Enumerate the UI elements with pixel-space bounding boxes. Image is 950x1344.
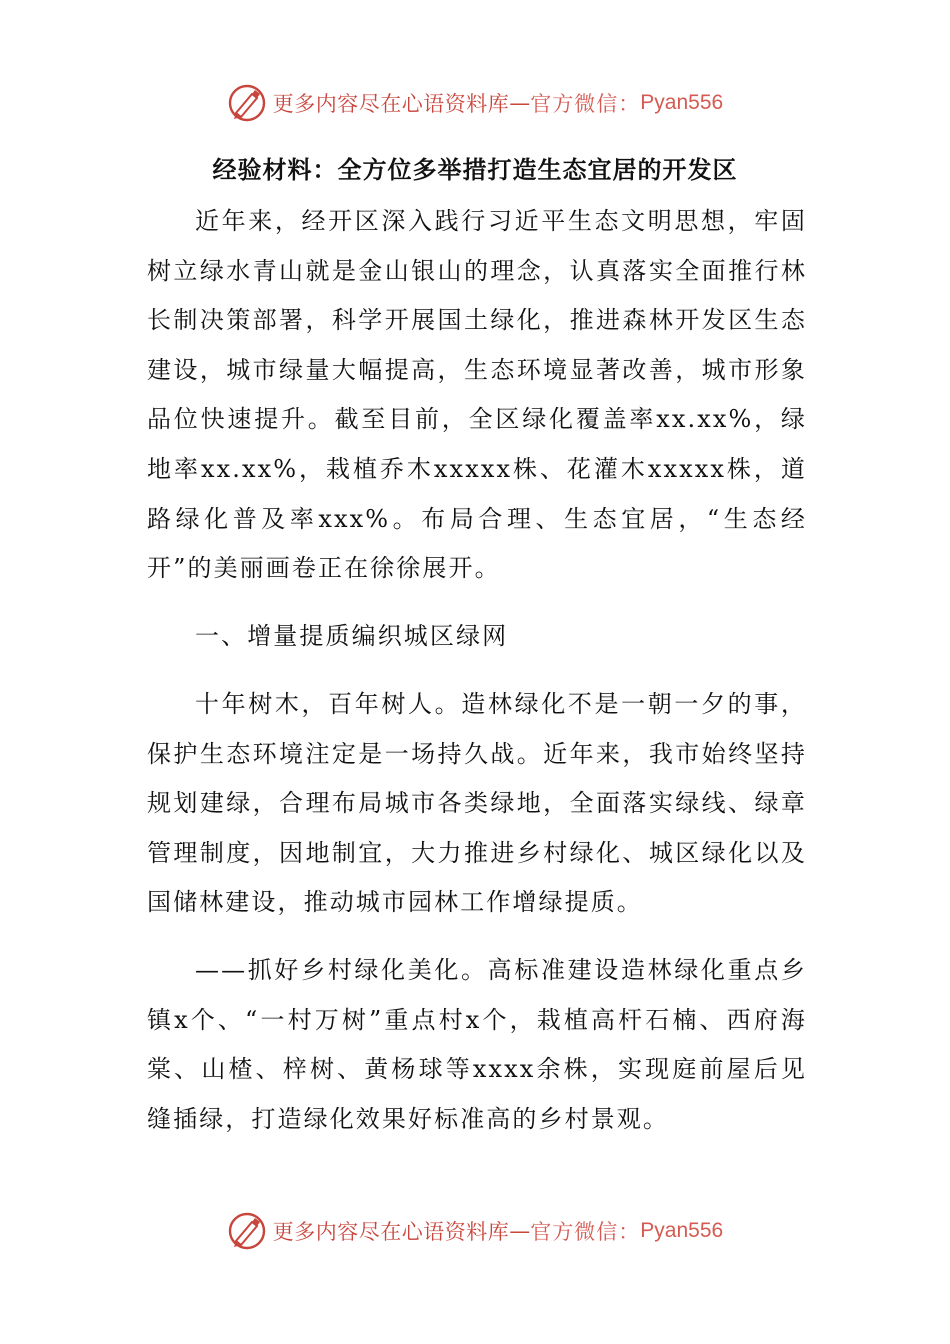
pen-circle-logo-icon xyxy=(227,1211,267,1251)
separator-dash: — xyxy=(509,91,531,115)
intro-paragraph: 近年来，经开区深入践行习近平生态文明思想，牢固树立绿水青山就是金山银山的理念，认真落实全面推行林长制决策部署，科学开展国土绿化，推进森林开发区生态建设，城市绿量大幅提高，生态环境显著改善，城市形象品位快速提升。截至目前，全区绿化覆盖率xx.xx%，绿地率xx.xx%，栽植乔木xxxxx株、花灌木xxxxx株，道路绿化普及率xxx%。布局合理、生态宜居，“生态经开”的美丽画卷正在徐徐展开。 xyxy=(147,207,807,583)
section-body-paragraph: 十年树木，百年树人。造林绿化不是一朝一夕的事，保护生态环境注定是一场持久战。近年来，我市始终坚持规划建绿，合理布局城市各类绿地，全面落实绿线、绿章管理制度，因地制宜，大力推进乡村绿化、城区绿化以及国储林建设，推动城市园林工作增绿提质。 xyxy=(147,690,807,917)
pen-circle-logo-icon xyxy=(227,83,267,123)
section-item-paragraph: ——抓好乡村绿化美化。高标准建设造林绿化重点乡镇x个、“一村万树”重点村x个，栽植高杆石楠、西府海棠、山楂、梓树、黄杨球等xxxx余株，实现庭前屋后见缝插绿，打造绿化效果好标准高的乡村景观。 xyxy=(147,956,807,1133)
separator-dash: — xyxy=(509,1219,531,1243)
wechat-id: Pyan556 xyxy=(640,91,724,114)
wechat-id: Pyan556 xyxy=(640,1219,724,1242)
contact-label: 官方微信： xyxy=(530,1220,641,1244)
brand-text: 更多内容尽在心语资料库 xyxy=(272,92,510,116)
document-title: 经验材料：全方位多举措打造生态宜居的开发区 xyxy=(212,156,738,184)
section-heading: 一、增量提质编织城区绿网 xyxy=(195,622,509,650)
brand-text: 更多内容尽在心语资料库 xyxy=(272,1220,510,1244)
contact-label: 官方微信： xyxy=(530,92,641,116)
footer-watermark-banner xyxy=(0,1208,950,1254)
header-watermark-banner xyxy=(0,80,950,126)
